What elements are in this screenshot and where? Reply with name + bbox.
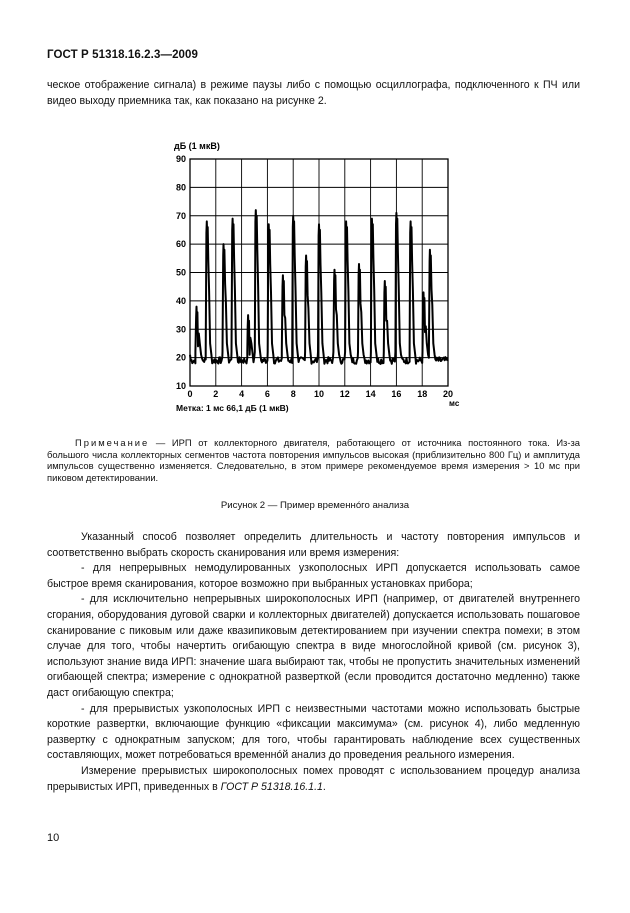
x-tick-label: 12 bbox=[339, 389, 350, 399]
body-paragraph-5 bbox=[47, 764, 580, 795]
x-tick-labels bbox=[187, 389, 453, 399]
x-tick-label: 6 bbox=[264, 389, 270, 399]
y-tick-label: 90 bbox=[175, 154, 186, 164]
y-tick-label: 20 bbox=[175, 352, 186, 363]
x-tick-label: 10 bbox=[313, 389, 325, 399]
x-tick-label: 0 bbox=[187, 389, 193, 399]
x-tick-label: 14 bbox=[365, 389, 376, 399]
p5-end: . bbox=[322, 780, 326, 793]
figure-caption: Рисунок 2 — Пример временнóго анализа bbox=[220, 500, 410, 511]
y-tick-label: 60 bbox=[175, 239, 186, 250]
y-tick-labels bbox=[176, 154, 186, 391]
marker-readout: Метка: 1 мс 66,1 дБ (1 мкВ) bbox=[176, 403, 289, 413]
y-tick-label: 80 bbox=[175, 182, 186, 193]
body-paragraph-2: - для непрерывных немодулированных узкополосных ИРП допускается использовать самое быстрое время сканирования, которое возможно при выбранных установках прибора; bbox=[47, 562, 580, 590]
document-header: ГОСТ Р 51318.16.2.3—2009 bbox=[47, 49, 199, 61]
x-axis-unit-label: мс bbox=[449, 399, 460, 408]
x-tick-label: 2 bbox=[213, 389, 219, 399]
body-text bbox=[47, 530, 580, 795]
signal-trace bbox=[190, 210, 448, 364]
x-tick-label: 18 bbox=[417, 389, 428, 399]
page-number: 10 bbox=[47, 832, 60, 844]
y-tick-label: 30 bbox=[175, 324, 186, 335]
y-tick-label: 50 bbox=[175, 267, 186, 278]
note-label: Примечание bbox=[75, 437, 150, 448]
standard-reference: ГОСТ Р 51318.16.1.1 bbox=[220, 780, 323, 793]
x-tick-label: 20 bbox=[442, 389, 454, 399]
y-tick-label: 70 bbox=[175, 210, 186, 221]
y-axis-label: дБ (1 мкВ) bbox=[174, 141, 220, 151]
y-tick-label: 40 bbox=[175, 295, 186, 306]
x-tick-label: 16 bbox=[391, 389, 402, 399]
body-paragraph-4: - для прерывистых узкополосных ИРП с неизвестными частотами можно использовать быстрые короткие развертки, включающие функцию «фиксации максимума» (см. рисунок 4), либо медленную развертку с однократным запуском; для того, чтобы гарантировать наблюдение всех существенных составляющих, может потребоваться временнóй анализ до проведения реального измерения. bbox=[47, 702, 580, 762]
time-analysis-chart bbox=[140, 136, 470, 426]
x-tick-label: 4 bbox=[239, 389, 245, 399]
body-paragraph-3: - для исключительно непрерывных широкополосных ИРП (например, от двигателей внутреннего сгорания, оборудования дуговой сварки и коллекторных двигателей) допускается использовать пошаговое сканирование с пиковым или даже квазипиковым детектированием при изучении спектра помехи; в этом случае для того, чтобы начертить огибающую спектра в виде многослойной кривой (см. рисунок 3), используют знание вида ИРП: значение шага выбирают так, чтобы не пропустить значительных изменений огибающей спектра; измерение с однократной разверткой (если проводится достаточно медленно) также даст огибающую спектра; bbox=[47, 593, 580, 699]
body-paragraph-1: Указанный способ позволяет определить длительность и частоту повторения импульсов и соответственно выбрать скорость сканирования или время измерения: bbox=[47, 531, 580, 559]
intro-paragraph: ческое отображение сигнала) в режиме паузы либо с помощью осциллографа, подключенного к ПЧ или видео выходу приемника так, как показано на рисунке 2. bbox=[47, 79, 580, 107]
figure-note bbox=[47, 437, 580, 483]
y-tick-label: 10 bbox=[175, 381, 186, 391]
x-tick-label: 8 bbox=[290, 389, 296, 399]
note-text: — ИРП от коллекторного двигателя, работающего от источника постоянного тока. Из-за большого числа коллекторных сегментов частота повторения импульсов высокая (приблизительно 800 Гц) и амплитуда импульсов существенно изменяется. Следовательно, в этом примере рекомендуемое время измерения > 10 мс при пиковом детектировании. bbox=[47, 437, 580, 483]
p5-start: Измерение прерывистых широкополосных помех проводят с использованием процедур анализа прерывистых ИРП, приведенных в bbox=[47, 764, 580, 793]
